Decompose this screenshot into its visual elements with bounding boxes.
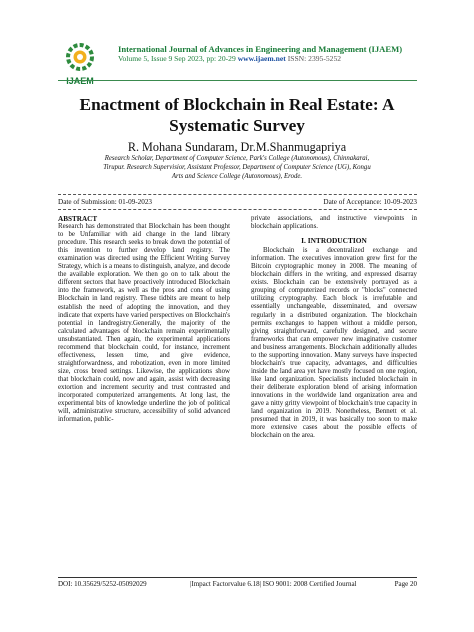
journal-meta: [118, 54, 448, 64]
journal-name: International Journal of Advances in Engineering and Management (IJAEM): [118, 44, 403, 54]
introduction-heading: I. INTRODUCTION: [301, 236, 367, 246]
journal-header: [118, 44, 448, 64]
abstract-continuation: private associations, and instructive viewpoints in blockchain applications.: [251, 215, 417, 231]
header-divider: [58, 80, 417, 81]
logo-text: IJAEM: [66, 76, 94, 86]
paper-title: Enactment of Blockchain in Real Estate: A Systematic Survey: [79, 95, 395, 135]
journal-website[interactable]: www.ijaem.net: [237, 54, 286, 63]
footer-page-number: Page 20: [394, 580, 417, 588]
right-column: [251, 215, 417, 440]
left-column: [58, 215, 230, 424]
page-footer: [58, 580, 417, 588]
dates-row: [58, 198, 417, 206]
abstract-heading: ABSTRACT: [58, 215, 98, 223]
dates-divider-bottom: [58, 209, 417, 210]
introduction-text: Blockchain is a decentralized exchange and information. The executives innovation grew first for the Bitcoin cryptographic money in 2008. The meaning of blockchain differs in the writing, and expressed disarray exists. Blockchain can be extensively portrayed as a grouping of computerized records or "blocks" connected utilizing cryptography. Each block is irrefutable and essentially unchangeable, disseminated, and oversaw regularly in a distributed organization. The blockchain permits exchanges to happen without a middle person, giving straightforward, carefully designed, and secure frameworks that can empower new imaginative customer and business arrangements. Blockchain additionally alludes to the supporting innovation. Many surveys have inspected blockchain's true capacity, advantages, and difficulties inside the land area yet have mostly focused on one region, like land organization. Specialists included blockchain in their deliberate exploration blend of arising information innovations in the worldwide land organization area and gave a nitty gritty viewpoint of blockchain's true capacity in land organization in 2019. Nonetheless, Bennett et al. presumed that in 2019, it was basically too soon to make more extensive cases about the possible effects of blockchain on the area.: [251, 247, 417, 440]
journal-issue: Volume 5, Issue 9 Sep 2023, pp: 20-29: [118, 54, 236, 63]
author-affiliation: Research Scholar, Department of Computer Science, Park's College (Autonomous), Chinnakarai, Tirupur. Research Supervisior, Assistant Professor, Department of Computer Science (UG), Kongu Arts and Science College (Autonomous), Erode.: [103, 155, 371, 180]
dates-divider-top: [58, 194, 417, 195]
footer-divider: [58, 577, 417, 578]
footer-doi: DOI: 10.35629/5252-05092029: [58, 580, 147, 588]
footer-impact: |Impact Factorvalue 6.18| ISO 9001: 2008 Certified Journal: [190, 580, 357, 588]
paper-authors: R. Mohana Sundaram, Dr.M.Shanmugapriya: [127, 140, 347, 154]
acceptance-date: Date of Acceptance: 10-09-2023: [323, 198, 417, 206]
journal-issn: ISSN: 2395-5252: [287, 54, 342, 63]
abstract-text: Research has demonstrated that Blockchain has been thought to be Unfamiliar with aid change in the land library procedure. This research seeks to break down the potential of this invention to further develop land registry. The examination was directed using the Efficient Writing Survey Strategy, which is a means to distinguish, analyze, and decode the available exploration. We then go on to talk about the different sectors that have proactively introduced Blockchain into the framework, as well as the pros and cons of using Blockchain in land registry. These tidbits are meant to help establish the need of adopting the innovation, and they indicate that experts have varied perspectives on Blockchain's potential in landregistry.Generally, the majority of the calculated advantages of blockchain remain experimentally unsubstantiated. Then again, the experimental applications recommend that blockchain could, for instance, increment effectiveness, lessen time, and give evidence, straightforwardness, and robotization, even in more limited size, cross breed settings. Likewise, the applications show that blockchain could, now and again, assist with decreasing extortion and increment security and trust contrasted and incorporated computerized arrangements. At long last, the experimental bits of knowledge underline the job of political will, administrative structure, accessibility of solid advanced information, public-: [58, 223, 230, 424]
submission-date: Date of Submission: 01-09-2023: [58, 198, 153, 206]
